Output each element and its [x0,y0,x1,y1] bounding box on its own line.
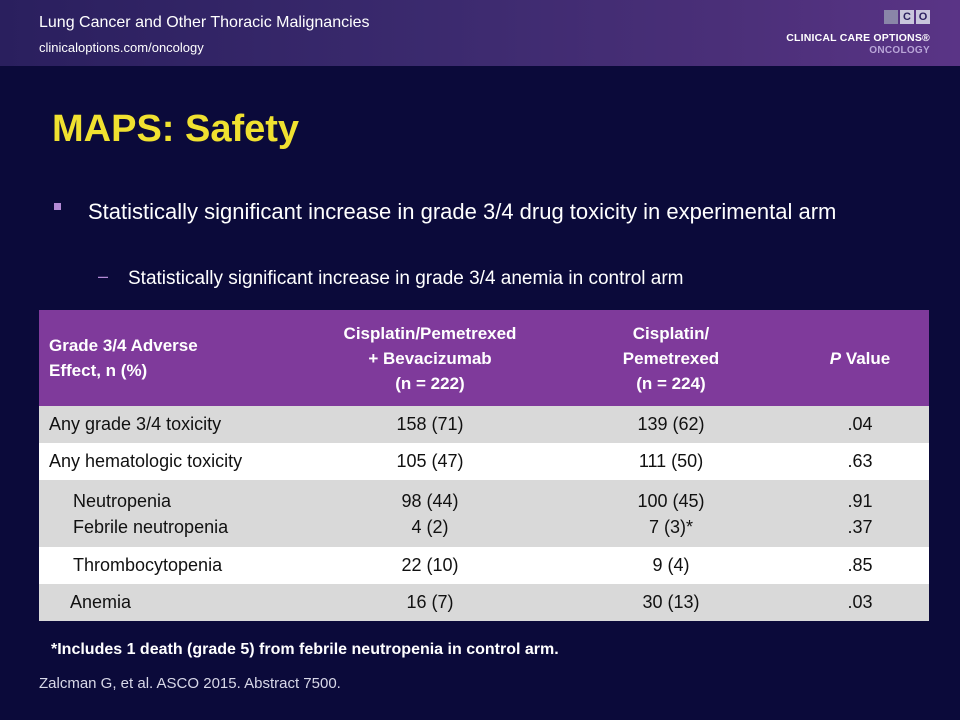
cell-bev: 98 (44) 4 (2) [309,480,551,547]
cell-control: 100 (45) 7 (3)* [551,480,791,547]
course-title: Lung Cancer and Other Thoracic Malignancies [39,14,370,31]
cell-bev: 158 (71) [309,406,551,443]
row-label: Any hematologic toxicity [39,443,309,480]
cell-p-value: .63 [791,443,929,480]
bullet-text: Statistically significant increase in grade 3/4 drug toxicity in experimental arm [88,199,837,224]
logo-box: O [916,10,930,24]
cell-bev: 16 (7) [309,584,551,621]
cco-logo [770,10,930,60]
table-header-row [39,310,929,406]
cell-control: 9 (4) [551,547,791,584]
course-url: clinicaloptions.com/oncology [39,40,204,55]
row-label: Thrombocytopenia [39,547,309,584]
row-label: Any grade 3/4 toxicity [39,406,309,443]
cell-control: 30 (13) [551,584,791,621]
cell-control: 111 (50) [551,443,791,480]
logo-mark [884,10,930,24]
row-label: Anemia [39,584,309,621]
header-adverse-effect: Grade 3/4 Adverse Effect, n (%) [39,310,309,406]
cell-p-value: .91 .37 [791,480,929,547]
logo-subname: ONCOLOGY [869,45,930,56]
header-bev-arm: Cisplatin/Pemetrexed + Bevacizumab (n = 222) [309,310,551,406]
cell-bev: 105 (47) [309,443,551,480]
cell-p-value: .03 [791,584,929,621]
logo-name: CLINICAL CARE OPTIONS® [786,32,930,44]
square-bullet-icon [54,203,61,210]
cell-p-value: .85 [791,547,929,584]
citation: Zalcman G, et al. ASCO 2015. Abstract 7500. [39,675,341,692]
row-label: Neutropenia Febrile neutropenia [39,480,309,547]
cell-p-value: .04 [791,406,929,443]
logo-box: C [900,10,914,24]
table-row [39,443,929,480]
table-row [39,406,929,443]
table-row [39,480,929,547]
subbullet-text: Statistically significant increase in grade 3/4 anemia in control arm [128,268,684,289]
logo-box [884,10,898,24]
cell-bev: 22 (10) [309,547,551,584]
table-footnote: *Includes 1 death (grade 5) from febrile neutropenia in control arm. [51,641,559,658]
dash-bullet-icon: – [98,266,109,286]
table-row [39,547,929,584]
table-row [39,584,929,621]
slide-title: MAPS: Safety [52,108,300,150]
cell-control: 139 (62) [551,406,791,443]
header-p-value: P Value [791,310,929,406]
header-control-arm: Cisplatin/ Pemetrexed (n = 224) [551,310,791,406]
safety-table [39,310,929,621]
header-banner [0,0,960,66]
